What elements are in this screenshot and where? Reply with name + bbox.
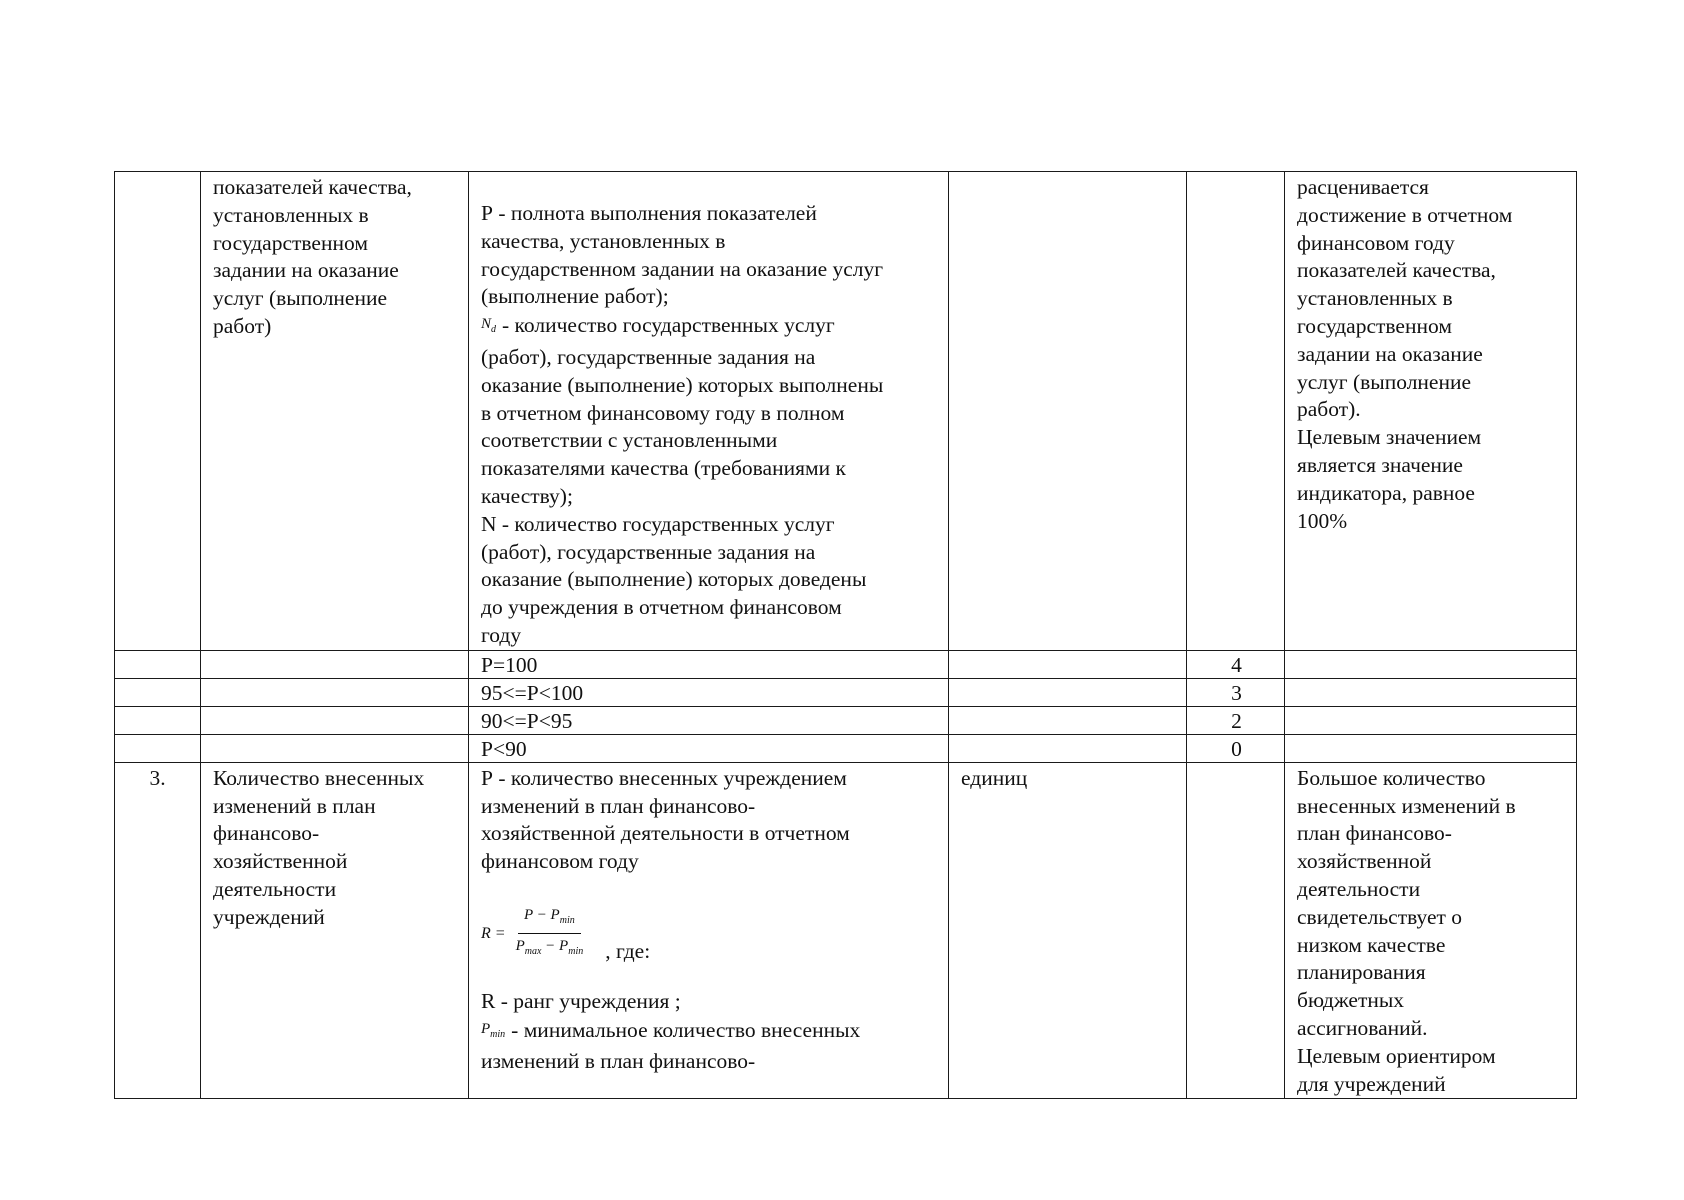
text-line: государственном: [1297, 313, 1452, 338]
table-row: [115, 706, 1577, 734]
cell-empty: [1285, 706, 1577, 734]
text-line: оказание (выполнение) которых выполнены: [481, 372, 884, 397]
text-line: (выполнение работ);: [481, 284, 669, 309]
text-line: показателей качества,: [213, 175, 412, 199]
formula-fraction: [510, 905, 590, 962]
row-number: 3.: [115, 762, 201, 1099]
text-line: R - ранг учреждения ;: [481, 988, 681, 1013]
cell-comment: [1285, 172, 1577, 651]
text-line: работ): [213, 313, 272, 338]
score-condition: Р=100: [469, 650, 949, 678]
text-line: в отчетном финансовому году в полном: [481, 400, 845, 425]
table-row: [115, 678, 1577, 706]
text-line: ассигнований.: [1297, 1015, 1428, 1040]
pmin-definition: $P_{min}$ - минимальное количество внесенных: [481, 1017, 861, 1042]
cell-empty: [201, 650, 469, 678]
text-line: установленных в: [213, 202, 369, 227]
cell-empty: [949, 734, 1187, 762]
score-value: 4: [1187, 650, 1285, 678]
text-line: для учреждений: [1297, 1071, 1446, 1096]
cell-empty: [949, 650, 1187, 678]
text-line: расценивается: [1297, 175, 1429, 199]
table-row-3: [115, 762, 1577, 1099]
indicator-table: [114, 171, 1577, 1099]
text-line: услуг (выполнение: [1297, 369, 1472, 394]
cell-empty: [115, 678, 201, 706]
text-line: деятельности: [213, 876, 337, 901]
formula-numerator: $P - P_{min}$: [518, 905, 581, 934]
text-line: (работ), государственные задания на: [481, 539, 816, 564]
text-line: оказание (выполнение) которых доведены: [481, 567, 867, 592]
text-line: Количество внесенных: [213, 765, 425, 790]
cell-method: [469, 762, 949, 1099]
formula-denominator: $P_{max} - P_{min}$: [515, 938, 584, 958]
text-line: услуг (выполнение: [213, 286, 388, 311]
cell-empty: [201, 706, 469, 734]
text-line: качеству);: [481, 483, 573, 508]
cell-comment: [1285, 762, 1577, 1099]
cell-indicator: [201, 762, 469, 1099]
text-line: до учреждения в отчетном финансовом: [481, 595, 842, 620]
text-line: хозяйственной деятельности в отчетном: [481, 821, 850, 846]
text-line: финансово-: [213, 821, 320, 846]
text-line: 100%: [1297, 508, 1348, 533]
text-line: задании на оказание: [1297, 341, 1483, 366]
text-line: Целевым значением: [1297, 425, 1482, 450]
score-value: 0: [1187, 734, 1285, 762]
text-line: государственном задании на оказание услуг: [481, 256, 884, 281]
pmin-symbol: $P_{min}$: [481, 1020, 506, 1040]
score-value: 3: [1187, 678, 1285, 706]
cell-empty: [949, 706, 1187, 734]
text-line: изменений в план финансово-: [481, 793, 756, 818]
cell-empty: [949, 678, 1187, 706]
text-line: государственном: [213, 230, 368, 255]
cell-empty: [1285, 678, 1577, 706]
text-line: финансовом году: [481, 849, 639, 874]
text-line: показателями качества (требованиями к: [481, 456, 846, 481]
text-line: низком качестве: [1297, 932, 1446, 957]
text-line: внесенных изменений в: [1297, 793, 1516, 818]
text-line: изменений в план финансово-: [481, 1049, 756, 1074]
text-line: учреждений: [213, 904, 325, 929]
text-line: установленных в: [1297, 286, 1453, 311]
score-condition: 90<=Р<95: [469, 706, 949, 734]
cell-empty: [115, 650, 201, 678]
cell-score: [1187, 172, 1285, 651]
text-line: достижение в отчетном: [1297, 202, 1513, 227]
text-line: году: [481, 622, 522, 647]
text-line: индикатора, равное: [1297, 480, 1475, 505]
text-line: хозяйственной: [1297, 849, 1432, 874]
score-condition: Р<90: [469, 734, 949, 762]
cell-score: [1187, 762, 1285, 1099]
text-line: бюджетных: [1297, 988, 1405, 1013]
cell-number: [115, 172, 201, 651]
rank-formula: [481, 902, 938, 966]
table-row: [115, 650, 1577, 678]
text-line: N - количество государственных услуг: [481, 511, 835, 536]
text-line: свидетельствует о: [1297, 904, 1463, 929]
cell-empty: [115, 734, 201, 762]
cell-unit: единиц: [949, 762, 1187, 1099]
text-line: планирования: [1297, 960, 1426, 985]
nd-definition: $N_d$ - количество государственных услуг: [481, 313, 835, 338]
text-line: деятельности: [1297, 876, 1421, 901]
text-line: соответствии с установленными: [481, 428, 778, 453]
formula-lhs: R =: [481, 924, 506, 942]
text-line: Целевым ориентиром: [1297, 1043, 1496, 1068]
text-line: показателей качества,: [1297, 258, 1496, 283]
text-line: изменений в план: [213, 793, 376, 818]
text-line: работ).: [1297, 397, 1361, 422]
nd-symbol: $N_d$: [481, 316, 497, 336]
cell-empty: [1285, 650, 1577, 678]
score-value: 2: [1187, 706, 1285, 734]
text-line: (работ), государственные задания на: [481, 344, 816, 369]
table-row: [115, 734, 1577, 762]
text-line: финансовом году: [1297, 230, 1455, 255]
cell-empty: [1285, 734, 1577, 762]
formula-tail: , где:: [605, 938, 651, 963]
cell-empty: [115, 706, 201, 734]
cell-indicator: [201, 172, 469, 651]
cell-unit: [949, 172, 1187, 651]
text-line: является значение: [1297, 452, 1463, 477]
cell-empty: [201, 734, 469, 762]
cell-method: [469, 172, 949, 651]
table-row-continued: [115, 172, 1577, 651]
text-line: Большое количество: [1297, 765, 1486, 790]
text-line: Р - количество внесенных учреждением: [481, 765, 847, 790]
cell-empty: [201, 678, 469, 706]
text-line: план финансово-: [1297, 821, 1452, 846]
score-condition: 95<=Р<100: [469, 678, 949, 706]
text-line: Р - полнота выполнения показателей: [481, 201, 817, 225]
text-line: задании на оказание: [213, 258, 399, 283]
text-line: хозяйственной: [213, 849, 348, 874]
text-line: качества, установленных в: [481, 228, 726, 253]
